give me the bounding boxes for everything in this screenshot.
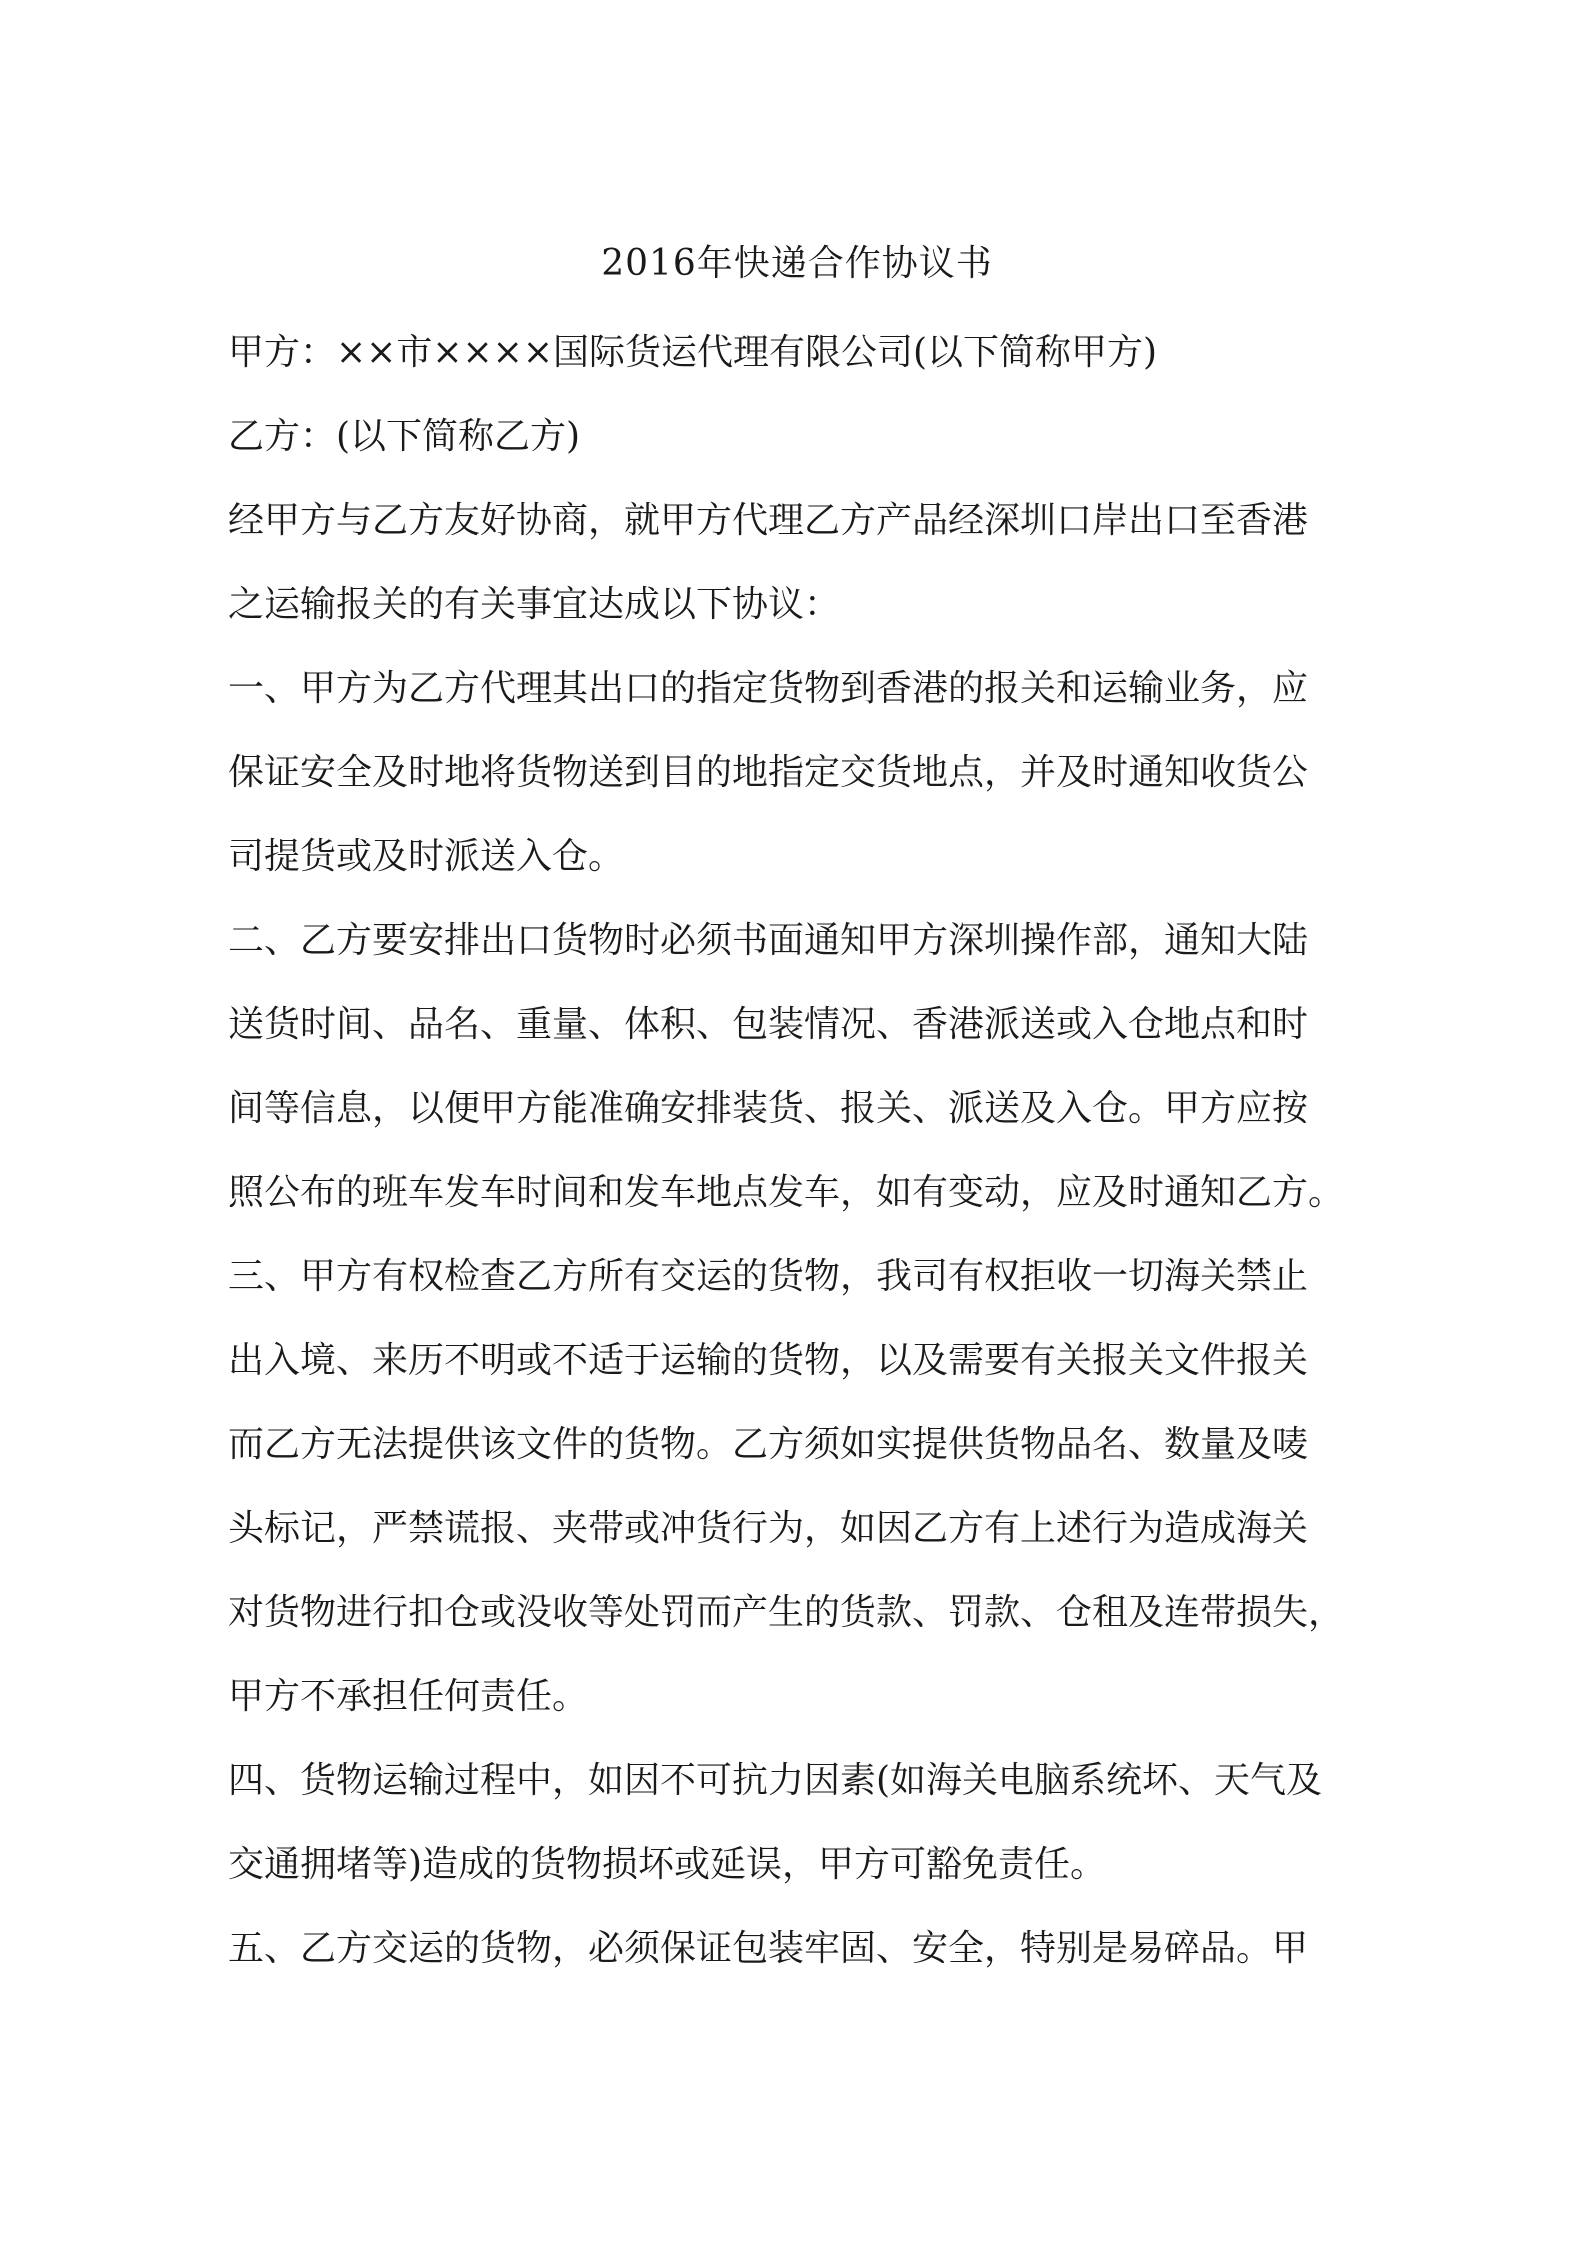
text-line: 间等信息，以便甲方能准确安排装货、报关、派送及入仓。甲方应按: [228, 1088, 1309, 1129]
text-line: 之运输报关的有关事宜达成以下协议：: [228, 584, 841, 625]
text-line: 保证安全及时地将货物送到目的地指定交货地点，并及时通知收货公: [228, 752, 1309, 793]
document-title: 2016年快递合作协议书: [601, 243, 993, 284]
text-line: 而乙方无法提供该文件的货物。乙方须如实提供货物品名、数量及唛: [228, 1424, 1309, 1465]
text-line-party-b: 乙方：(以下简称乙方): [228, 416, 581, 457]
text-line: 经甲方与乙方友好协商，就甲方代理乙方产品经深圳口岸出口至香港: [228, 500, 1309, 541]
text-line: 对货物进行扣仓或没收等处罚而产生的货款、罚款、仓租及连带损失，: [228, 1592, 1345, 1633]
document-body: [228, 235, 1366, 1991]
text-line-clause-4: 四、货物运输过程中，如因不可抗力因素(如海关电脑系统坏、天气及: [228, 1760, 1323, 1801]
text-line: 交通拥堵等)造成的货物损坏或延误，甲方可豁免责任。: [228, 1844, 1107, 1885]
text-line: 送货时间、品名、重量、体积、包装情况、香港派送或入仓地点和时: [228, 1004, 1309, 1045]
text-line: 甲方不承担任何责任。: [228, 1676, 589, 1717]
text-line-clause-5: 五、乙方交运的货物，必须保证包装牢固、安全，特别是易碎品。甲: [228, 1928, 1309, 1969]
text-line-party-a: 甲方：××市××××国际货运代理有限公司(以下简称甲方): [228, 332, 1158, 373]
text-line-clause-3: 三、甲方有权检查乙方所有交运的货物，我司有权拒收一切海关禁止: [228, 1256, 1309, 1297]
text-line: 司提货或及时派送入仓。: [228, 836, 625, 877]
text-line-clause-1: 一、甲方为乙方代理其出口的指定货物到香港的报关和运输业务，应: [228, 668, 1309, 709]
text-line-clause-2: 二、乙方要安排出口货物时必须书面通知甲方深圳操作部，通知大陆: [228, 920, 1309, 961]
text-line: 头标记，严禁谎报、夹带或冲货行为，如因乙方有上述行为造成海关: [228, 1508, 1309, 1549]
text-line: 出入境、来历不明或不适于运输的货物，以及需要有关报关文件报关: [228, 1340, 1309, 1381]
text-line: 照公布的班车发车时间和发车地点发车，如有变动，应及时通知乙方。: [228, 1172, 1345, 1213]
title-spacing: [228, 293, 1366, 311]
